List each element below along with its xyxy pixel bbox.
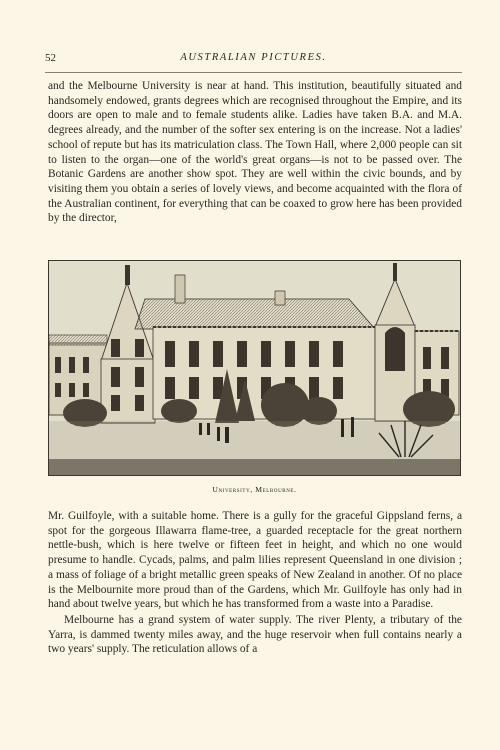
page-number: 52 bbox=[45, 52, 56, 64]
figure-caption: University, Melbourne. bbox=[212, 485, 297, 494]
paragraph-university: and the Melbourne University is near at hand. This institution, beautifully situated and handsomely endowed, grants degrees which are recognised throughout the Empire, and its doors are open to male and to female students alike. Ladies have taken B.A. and M.A. degrees already, and the number of the softer sex entering is on the increase. Not a ladies' school of repute but has its matriculation class. The Town Hall, where 2,000 people can sit to listen to the organ—one of the world's great organs—is not to be passed over. The Botanic Gardens are another show spot. They are well within the civic bounds, and by visiting them you obtain a series of lovely views, and become acquainted with the flora of the Australian continent, for everything that can be coaxed to grow here has been provided by the director, bbox=[48, 80, 462, 225]
page-header bbox=[45, 52, 462, 68]
paragraph-water-supply: Melbourne has a grand system of water supply. The river Plenty, a tributary of the Yarra, is dammed twenty miles away, and the huge reservoir when full contains nearly a two years' supply. The reticulation allows of a bbox=[48, 614, 462, 656]
running-title: AUSTRALIAN PICTURES. bbox=[180, 52, 327, 63]
header-rule bbox=[45, 72, 462, 73]
university-engraving bbox=[48, 260, 461, 476]
paragraph-botanic-gardens: Mr. Guilfoyle, with a suitable home. There is a gully for the graceful Gippsland ferns, a spot for the gorgeous Illawarra flame-tree, a guarded receptacle for the great northern nettle-bush, which is here twelve or fifteen feet in height, and which no one would presume to handle. Cycads, palms, and palm lilies represent Queensland in one division ; a mass of foliage of a bright metallic green speaks of New Zealand in another. Of no place is the Melbournite more proud than of the Gardens, which Mr. Guilfoyle has only had in hand about twelve years, but which he has transformed from a waste into a Paradise. bbox=[48, 510, 462, 611]
